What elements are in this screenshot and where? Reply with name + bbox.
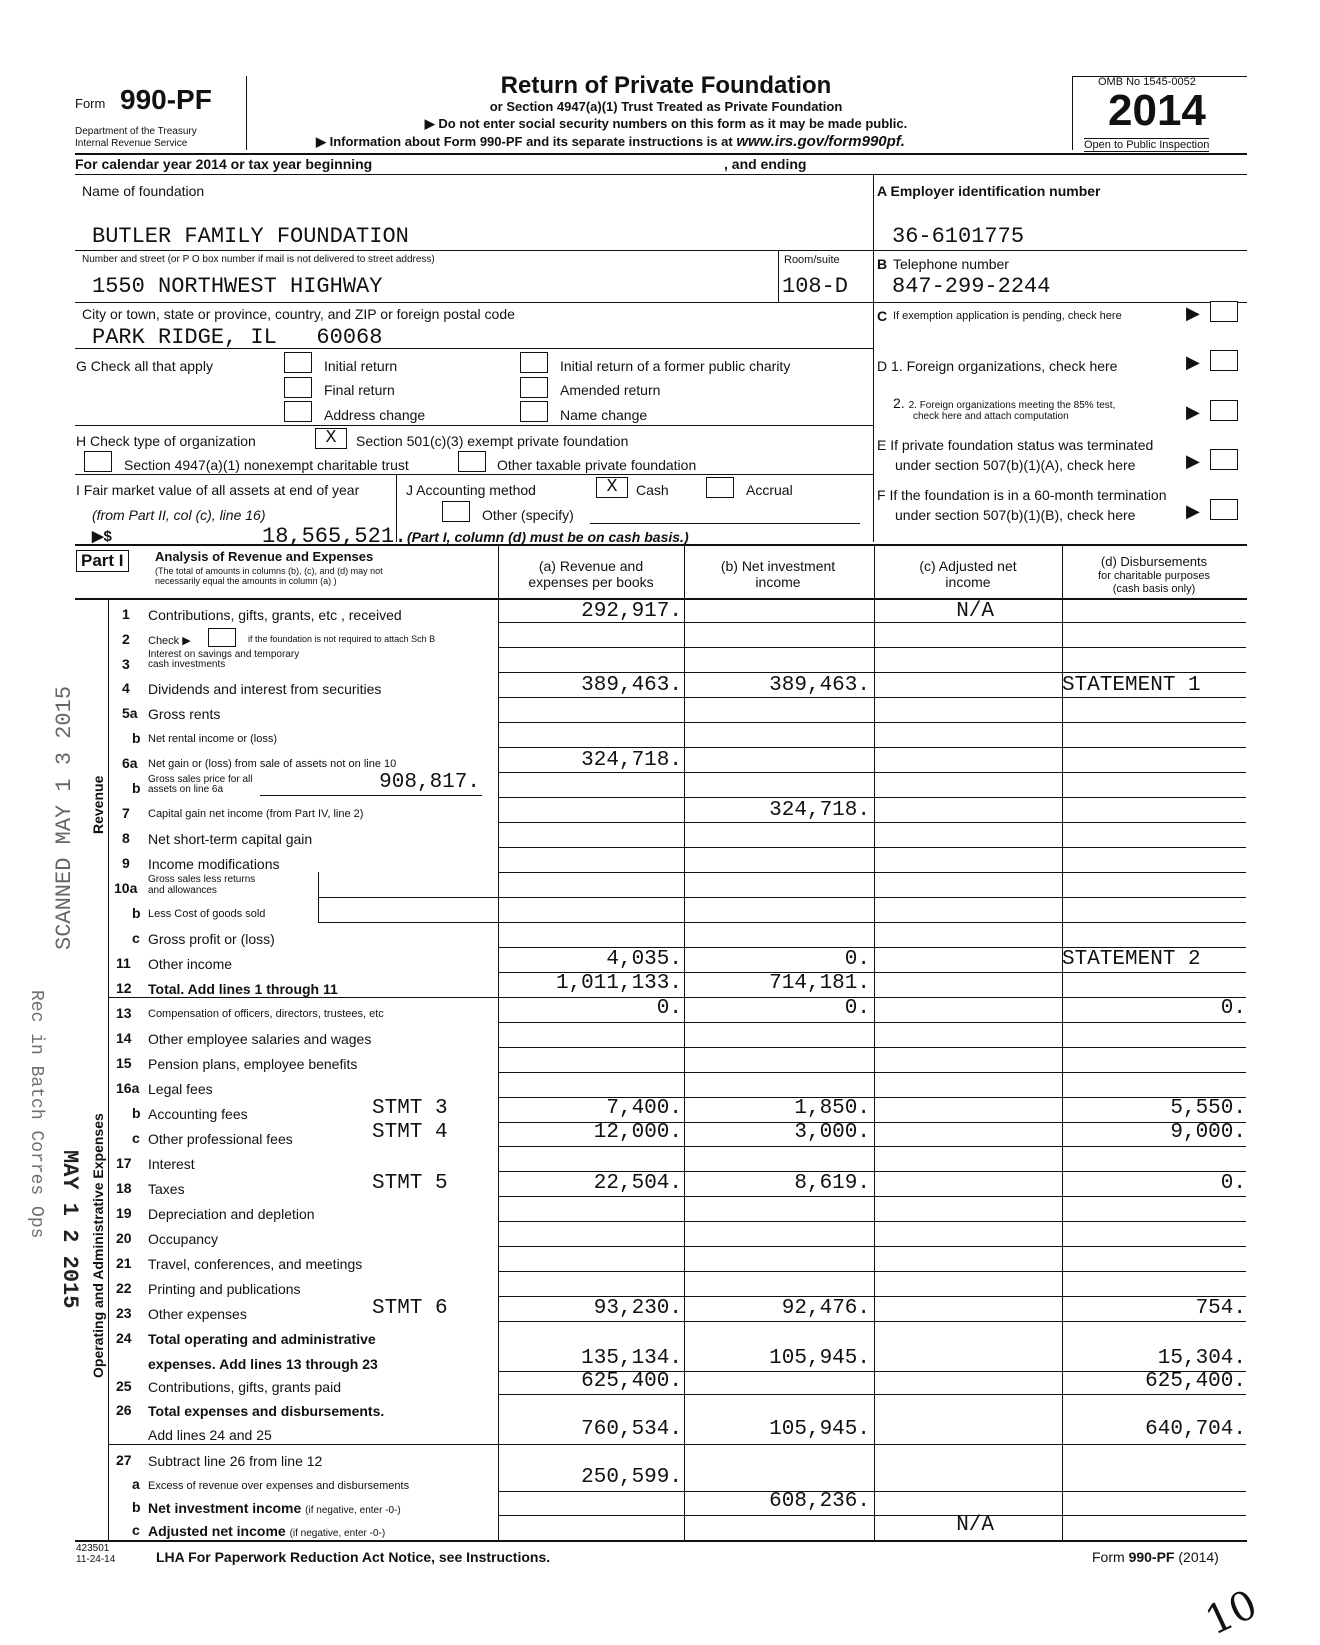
revenue-side-label: Revenue	[90, 775, 106, 834]
line-number: 3	[122, 656, 130, 672]
line-26-col-d: 640,704.	[1145, 1418, 1246, 1441]
open-inspection: Open to Public Inspection	[1084, 139, 1210, 151]
line-16b-col-a: 7,400.	[606, 1097, 682, 1120]
arrow-icon: ▶	[1186, 303, 1200, 323]
line-number: 20	[116, 1230, 132, 1246]
scanned-stamp: SCANNED MAY 1 3 2015	[52, 685, 77, 950]
line-25-col-d: 625,400.	[1145, 1370, 1246, 1393]
ssn-notice: ▶ Do not enter social security numbers on this form as it may be made public.	[424, 116, 908, 131]
arrow-icon: ▶	[1186, 451, 1200, 471]
irs-url: www.irs.gov/form990pf.	[736, 133, 905, 150]
line-16c-col-d: 9,000.	[1170, 1121, 1246, 1144]
line-number: c	[132, 1522, 140, 1538]
line-number: 19	[116, 1205, 132, 1221]
line-16a-label: Legal fees	[148, 1081, 213, 1097]
j-label: J Accounting method	[406, 482, 536, 498]
footer-form-id: Form 990-PF (2014)	[1092, 1549, 1219, 1565]
line-number: 1	[122, 606, 130, 622]
calendar-year-label: For calendar year 2014 or tax year beginning	[75, 156, 373, 172]
line-10b-label: Less Cost of goods sold	[148, 908, 266, 920]
final-return-checkbox[interactable]	[284, 377, 312, 398]
ein-label: A Employer identification number	[877, 183, 1101, 199]
line-12-col-a: 1,011,133.	[555, 972, 682, 995]
other-method-checkbox[interactable]	[442, 501, 470, 522]
phone-label: Telephone number	[893, 256, 1009, 272]
line-2-note: if the foundation is not required to attach Sch B	[248, 634, 436, 644]
fmv-value: 18,565,521.	[262, 524, 408, 549]
line-number: 15	[116, 1055, 132, 1071]
line-number: b	[132, 1105, 141, 1121]
line-26-col-a: 760,534.	[581, 1418, 682, 1441]
i-arrow: ▶$	[92, 528, 112, 545]
expenses-side-label: Operating and Administrative Expenses	[90, 1113, 106, 1378]
amended-return-label: Amended return	[560, 382, 661, 398]
line-6a-col-a: 324,718.	[581, 749, 682, 772]
line-4-col-d: STATEMENT 1	[1062, 674, 1201, 697]
line-number: 14	[116, 1030, 132, 1046]
line-15-label: Pension plans, employee benefits	[148, 1056, 358, 1072]
arrow-icon: ▶	[1186, 501, 1200, 521]
cash-basis-note: (Part I, column (d) must be on cash basis.)	[407, 529, 689, 545]
line-5a-label: Gross rents	[148, 706, 221, 722]
line-number: 11	[116, 955, 131, 971]
line-16b-label: Accounting fees	[148, 1106, 248, 1122]
line-13-col-b: 0.	[844, 997, 870, 1020]
page-mark: 10	[1198, 1581, 1265, 1645]
line-23-col-d: 754.	[1195, 1297, 1246, 1320]
line-21-label: Travel, conferences, and meetings	[148, 1256, 363, 1272]
line-24-col-d: 15,304.	[1157, 1347, 1246, 1370]
section-4947-label: Section 4947(a)(1) nonexempt charitable trust	[124, 457, 409, 473]
line-26-col-b: 105,945.	[769, 1418, 870, 1441]
f1-text: F If the foundation is in a 60-month termination	[877, 487, 1167, 503]
accrual-checkbox[interactable]	[706, 477, 734, 498]
i1-text: I Fair market value of all assets at end of year	[76, 482, 360, 498]
other-taxable-label: Other taxable private foundation	[497, 457, 697, 473]
line-27b-col-b: 608,236.	[769, 1490, 870, 1513]
line-number: 6a	[122, 755, 138, 771]
line-18-col-d: 0.	[1220, 1172, 1246, 1195]
date-stamp: MAY 1 2 2015	[57, 1150, 82, 1309]
form-title: Return of Private Foundation	[500, 72, 832, 99]
line-number: 27	[116, 1452, 132, 1468]
line-23-stmt: STMT 6	[372, 1297, 448, 1320]
line-number: 24	[116, 1330, 132, 1346]
form-subtitle: or Section 4947(a)(1) Trust Treated as Private Foundation	[489, 99, 843, 114]
e-checkbox[interactable]	[1210, 449, 1238, 470]
line-24-col-a: 135,134.	[581, 1347, 682, 1370]
room-value: 108-D	[782, 274, 849, 299]
line-6b-value: 908,817.	[379, 771, 480, 794]
arrow-icon: ▶	[1186, 352, 1200, 372]
line-19-label: Depreciation and depletion	[148, 1206, 315, 1222]
dept-line-1: Department of the Treasury	[75, 126, 197, 137]
line-23-col-a: 93,230.	[593, 1297, 682, 1320]
line-5b-label: Net rental income or (loss)	[148, 733, 277, 745]
cash-label: Cash	[636, 482, 669, 498]
line-number: 22	[116, 1280, 132, 1296]
line-8-label: Net short-term capital gain	[148, 831, 313, 847]
form-prefix: Form	[75, 96, 106, 111]
line-16c-col-a: 12,000.	[593, 1121, 682, 1144]
info-notice: ▶ Information about Form 990-PF and its separate instructions is at www.irs.gov/form990pf.	[316, 133, 905, 150]
line-1-label: Contributions, gifts, grants, etc , received	[148, 607, 402, 623]
line-16c-label: Other professional fees	[148, 1131, 293, 1147]
line-number: 26	[116, 1402, 132, 1418]
line-23-label: Other expenses	[148, 1306, 247, 1322]
line-13-col-a: 0.	[656, 997, 682, 1020]
line-27a-label: Excess of revenue over expenses and disbursements	[148, 1480, 410, 1492]
part1-label: Part I	[76, 550, 129, 572]
line-6b-label: Gross sales price for all assets on line 6a	[148, 774, 253, 795]
foundation-name: BUTLER FAMILY FOUNDATION	[92, 224, 409, 249]
line-16b-col-b: 1,850.	[794, 1097, 870, 1120]
arrow-icon: ▶	[1186, 402, 1200, 422]
line-4-col-a: 389,463.	[581, 674, 682, 697]
line-number: 12	[116, 980, 132, 996]
line-12-label: Total. Add lines 1 through 11	[148, 981, 338, 997]
dept-line-2: Internal Revenue Service	[75, 138, 188, 149]
line-number: 2	[122, 631, 130, 647]
line-number: b	[132, 1499, 141, 1515]
c-checkbox[interactable]	[1210, 301, 1238, 322]
part1-title: Analysis of Revenue and Expenses	[155, 549, 374, 564]
city-value: PARK RIDGE, IL 60068	[92, 325, 383, 350]
line-11-col-d: STATEMENT 2	[1062, 948, 1201, 971]
section-501c3-label: Section 501(c)(3) exempt private foundation	[356, 433, 629, 449]
city-label: City or town, state or province, country, and ZIP or foreign postal code	[82, 306, 515, 322]
address-change-checkbox[interactable]	[284, 401, 312, 422]
d2-checkbox[interactable]	[1210, 400, 1238, 421]
line-number: 8	[122, 830, 130, 846]
initial-former-label: Initial return of a former public charity	[560, 358, 791, 374]
sch-b-checkbox[interactable]	[208, 628, 236, 647]
line-2-label: Check ▶	[148, 635, 191, 647]
line-24-label: Total operating and administrative	[148, 1331, 376, 1347]
line-number: 5a	[122, 705, 138, 721]
f-checkbox[interactable]	[1210, 499, 1238, 520]
col-d-header: (d) Disbursements for charitable purposes (cash basis only)	[1098, 554, 1210, 595]
line-18-col-b: 8,619.	[794, 1172, 870, 1195]
line-number: 7	[122, 805, 130, 821]
e1-text: E If private foundation status was terminated	[877, 437, 1154, 453]
line-14-label: Other employee salaries and wages	[148, 1031, 372, 1047]
line-26-label-2: Add lines 24 and 25	[148, 1427, 272, 1443]
line-24-col-b: 105,945.	[769, 1347, 870, 1370]
h-label: H Check type of organization	[76, 433, 256, 449]
line-22-label: Printing and publications	[148, 1281, 301, 1297]
line-number: b	[132, 780, 141, 796]
line-17-label: Interest	[148, 1156, 195, 1172]
form-date-code: 11-24-14	[76, 1554, 116, 1565]
initial-return-label: Initial return	[324, 358, 398, 374]
line-7-col-b: 324,718.	[769, 799, 870, 822]
line-10c-label: Gross profit or (loss)	[148, 931, 275, 947]
c-letter: C	[877, 308, 888, 324]
line-number: c	[132, 930, 140, 946]
line-13-label: Compensation of officers, directors, trustees, etc	[148, 1008, 384, 1020]
line-27b-label: Net investment income (if negative, enter -0-)	[148, 1500, 401, 1516]
line-7-label: Capital gain net income (from Part IV, line 2)	[148, 808, 364, 820]
g-label: G Check all that apply	[76, 358, 213, 374]
initial-return-checkbox[interactable]	[284, 352, 312, 373]
line-number: 9	[122, 855, 130, 871]
line-number: 10a	[114, 880, 138, 896]
line-4-label: Dividends and interest from securities	[148, 681, 382, 697]
other-taxable-checkbox[interactable]	[458, 451, 486, 472]
d1-text: D 1. Foreign organizations, check here	[877, 358, 1118, 374]
col-c-header: (c) Adjusted net income	[919, 558, 1017, 590]
line-25-col-a: 625,400.	[581, 1370, 682, 1393]
line-number: c	[132, 1130, 140, 1146]
line-1-col-a: 292,917.	[581, 600, 682, 623]
line-number: b	[132, 905, 141, 921]
initial-former-checkbox[interactable]	[520, 352, 548, 373]
line-12-col-b: 714,181.	[769, 972, 870, 995]
line-11-label: Other income	[148, 956, 233, 972]
line-number: 16a	[116, 1080, 140, 1096]
line-9-label: Income modifications	[148, 856, 280, 872]
line-number: 21	[116, 1255, 132, 1271]
col-b-header: (b) Net investment income	[720, 558, 836, 590]
address-change-label: Address change	[324, 407, 426, 423]
accrual-label: Accrual	[746, 482, 793, 498]
line-18-label: Taxes	[148, 1181, 185, 1197]
line-26-label: Total expenses and disbursements.	[148, 1403, 385, 1419]
foundation-name-label: Name of foundation	[82, 183, 205, 199]
amended-return-checkbox[interactable]	[520, 377, 548, 398]
final-return-label: Final return	[324, 382, 395, 398]
col-a-header: (a) Revenue and expenses per books	[528, 558, 654, 590]
form-number: 990-PF	[120, 84, 212, 115]
section-4947-checkbox[interactable]	[84, 451, 112, 472]
line-3-label: Interest on savings and temporary cash investments	[148, 649, 300, 670]
line-number: 13	[116, 1005, 132, 1021]
part1-desc-2: necessarily equal the amounts in column (a) )	[155, 576, 337, 586]
and-ending-label: , and ending	[724, 156, 807, 172]
line-10a-label: Gross sales less returns and allowances	[148, 874, 256, 896]
i2-text: (from Part II, col (c), line 16)	[92, 507, 266, 523]
omb-number: OMB No 1545-0052	[1098, 76, 1196, 88]
street-label: Number and street (or P O box number if mail is not delivered to street address)	[82, 254, 435, 265]
line-6a-label: Net gain or (loss) from sale of assets not on line 10	[148, 758, 397, 770]
e2-text: under section 507(b)(1)(A), check here	[895, 457, 1136, 473]
line-27-label: Subtract line 26 from line 12	[148, 1453, 323, 1469]
name-change-checkbox[interactable]	[520, 401, 548, 422]
line-27c-label: Adjusted net income (if negative, enter -0-)	[148, 1523, 386, 1539]
line-number: 18	[116, 1180, 132, 1196]
line-number: 17	[116, 1155, 132, 1171]
part1-desc-1: (The total of amounts in columns (b), (c), and (d) may not	[155, 566, 383, 576]
line-23-col-b: 92,476.	[781, 1297, 870, 1320]
lha-notice: LHA For Paperwork Reduction Act Notice, see Instructions.	[156, 1549, 551, 1565]
street-value: 1550 NORTHWEST HIGHWAY	[92, 274, 383, 299]
d1-checkbox[interactable]	[1210, 350, 1238, 371]
phone-letter: B	[877, 256, 888, 272]
line-11-col-b: 0.	[844, 948, 870, 971]
line-1-col-c: N/A	[956, 600, 994, 623]
section-501c3-checkbox[interactable]: X	[315, 428, 347, 449]
line-18-col-a: 22,504.	[593, 1172, 682, 1195]
line-27c-col-c: N/A	[956, 1514, 994, 1537]
c-exemption-text: If exemption application is pending, check here	[893, 310, 1122, 322]
d2-text: 2. 2. Foreign organizations meeting the 85% test, check here and attach computation	[893, 395, 1116, 422]
phone-value: 847-299-2244	[892, 274, 1051, 299]
line-number: 23	[116, 1305, 132, 1321]
form-code: 423501	[76, 1543, 110, 1554]
received-stamp: Rec in Batch Corres Ops	[26, 990, 46, 1239]
room-label: Room/suite	[784, 254, 840, 266]
line-number: 4	[122, 680, 130, 696]
line-16b-stmt: STMT 3	[372, 1097, 448, 1120]
line-25-label: Contributions, gifts, grants paid	[148, 1379, 341, 1395]
line-20-label: Occupancy	[148, 1231, 219, 1247]
tax-year: 2014	[1108, 86, 1206, 135]
line-13-col-d: 0.	[1220, 997, 1246, 1020]
ein-value: 36-6101775	[892, 224, 1025, 249]
line-4-col-b: 389,463.	[769, 674, 870, 697]
line-16b-col-d: 5,550.	[1170, 1097, 1246, 1120]
line-16c-stmt: STMT 4	[372, 1121, 448, 1144]
cash-checkbox[interactable]: X	[596, 477, 628, 498]
name-change-label: Name change	[560, 407, 648, 423]
line-24-label-2: expenses. Add lines 13 through 23	[148, 1356, 378, 1372]
line-number: a	[132, 1476, 140, 1492]
line-27a-col-a: 250,599.	[581, 1466, 682, 1489]
line-number: b	[132, 730, 141, 746]
f2-text: under section 507(b)(1)(B), check here	[895, 507, 1136, 523]
line-18-stmt: STMT 5	[372, 1172, 448, 1195]
line-16c-col-b: 3,000.	[794, 1121, 870, 1144]
line-11-col-a: 4,035.	[606, 948, 682, 971]
other-specify-label: Other (specify)	[482, 507, 574, 523]
line-number: 25	[116, 1378, 132, 1394]
